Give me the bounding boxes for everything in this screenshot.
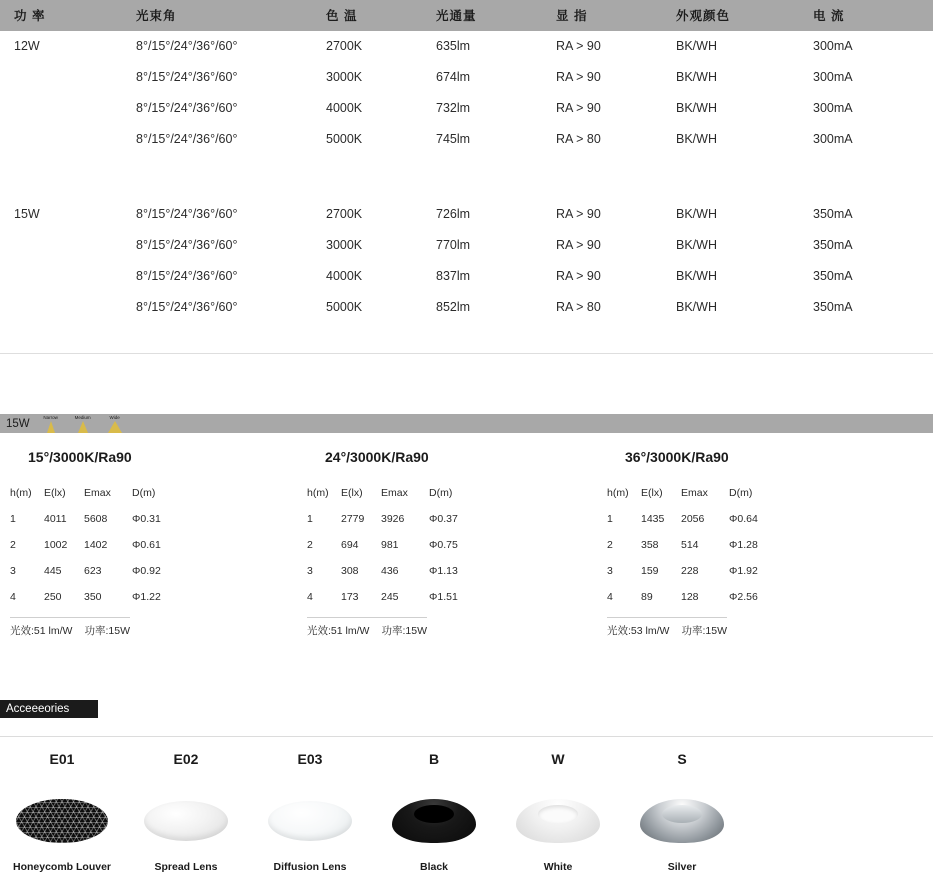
cell-color: BK/WH xyxy=(676,39,717,53)
ph-cell-height: 1 xyxy=(607,513,613,525)
table-row xyxy=(0,31,933,62)
beam-wide-icon xyxy=(102,415,128,433)
cell-flux: 745lm xyxy=(436,132,471,146)
ph-cell-emax: 3926 xyxy=(381,513,405,525)
cell-power xyxy=(0,261,122,292)
ph-header-height: h(m) xyxy=(10,487,32,499)
ph-header-elx: E(lx) xyxy=(44,487,66,499)
cell-cri: RA > 80 xyxy=(556,300,601,314)
ph-header-diameter: D(m) xyxy=(429,487,453,499)
ph-cell-height: 4 xyxy=(307,591,313,603)
ph-cell-emax: 514 xyxy=(681,539,699,551)
cell-current: 300mA xyxy=(813,70,853,84)
column-header-cri: 显 指 xyxy=(556,0,676,31)
cell-cri: RA > 80 xyxy=(556,132,601,146)
ph-header-diameter: D(m) xyxy=(729,487,753,499)
ph-cell-diameter: Φ0.64 xyxy=(729,513,758,525)
accessory-code: B xyxy=(428,751,440,767)
table-row xyxy=(0,62,933,93)
ph-cell-elx: 173 xyxy=(341,591,359,603)
cell-cct: 4000K xyxy=(326,269,363,283)
cell-current: 350mA xyxy=(813,269,853,283)
accessory-code: S xyxy=(677,751,687,767)
beam-wide-glyph xyxy=(108,421,122,433)
ph-cell-height: 2 xyxy=(307,539,313,551)
table-row xyxy=(607,513,785,539)
cell-power: 15W xyxy=(14,207,40,221)
column-header-beam: 光束角 xyxy=(122,0,326,31)
photometric-title: 15°/3000K/Ra90 xyxy=(28,449,132,465)
cell-current: 350mA xyxy=(813,207,853,221)
ph-cell-diameter: Φ1.13 xyxy=(429,565,458,577)
cell-cct: 3000K xyxy=(326,70,363,84)
photometric-header-row xyxy=(10,487,188,513)
column-header-color: 外观颜色 xyxy=(676,0,813,31)
beam-wide-label: Wide xyxy=(109,414,120,420)
ph-cell-elx: 358 xyxy=(641,539,659,551)
ph-cell-emax: 350 xyxy=(84,591,102,603)
white-reflector-icon xyxy=(496,795,620,847)
cell-color: BK/WH xyxy=(676,70,717,84)
black-reflector-icon xyxy=(372,795,496,847)
ph-cell-height: 3 xyxy=(307,565,313,577)
ph-cell-height: 3 xyxy=(607,565,613,577)
cell-flux: 674lm xyxy=(436,70,471,84)
ph-cell-emax: 228 xyxy=(681,565,699,577)
accessories-section-bar xyxy=(0,700,98,718)
ph-cell-diameter: Φ1.22 xyxy=(132,591,161,603)
photometric-header-row xyxy=(607,487,785,513)
silver-reflector-icon xyxy=(620,795,744,847)
photometrics-section-bar xyxy=(0,414,933,433)
table-row xyxy=(0,93,933,124)
accessory-code: E01 xyxy=(49,751,75,767)
ph-header-emax: Emax xyxy=(381,487,408,499)
ph-cell-emax: 2056 xyxy=(681,513,705,525)
cell-cct: 5000K xyxy=(326,300,363,314)
accessory-label: Spread Lens xyxy=(154,861,218,873)
table-row xyxy=(10,539,188,565)
ph-cell-emax: 128 xyxy=(681,591,699,603)
photometrics-wattage-label: 15W xyxy=(6,417,30,430)
accessory-item-b[interactable] xyxy=(372,751,496,873)
cell-cct: 5000K xyxy=(326,132,363,146)
table-group-spacer xyxy=(0,155,933,199)
table-row xyxy=(307,565,485,591)
cell-current: 300mA xyxy=(813,39,853,53)
ph-cell-diameter: Φ0.37 xyxy=(429,513,458,525)
ph-header-height: h(m) xyxy=(307,487,329,499)
column-header-power: 功 率 xyxy=(0,0,122,31)
photometrics-grid xyxy=(0,449,933,638)
cell-power xyxy=(0,292,122,323)
cell-current: 350mA xyxy=(813,238,853,252)
honeycomb-louver-icon xyxy=(0,795,124,847)
table-bottom-divider xyxy=(0,323,933,354)
ph-cell-elx: 445 xyxy=(44,565,62,577)
efficacy-value: 光效:53 lm/W xyxy=(607,625,670,637)
ph-cell-emax: 981 xyxy=(381,539,399,551)
ph-cell-emax: 5608 xyxy=(84,513,108,525)
ph-cell-elx: 308 xyxy=(341,565,359,577)
cell-power xyxy=(0,62,122,93)
ph-cell-height: 4 xyxy=(607,591,613,603)
table-row xyxy=(307,513,485,539)
cell-cct: 3000K xyxy=(326,238,363,252)
ph-cell-elx: 159 xyxy=(641,565,659,577)
table-row xyxy=(607,591,785,617)
accessory-code: E03 xyxy=(297,751,323,767)
cell-beam: 8°/15°/24°/36°/60° xyxy=(136,269,238,283)
ph-cell-emax: 436 xyxy=(381,565,399,577)
accessory-label: Black xyxy=(419,861,449,873)
table-row xyxy=(307,591,485,617)
ph-header-height: h(m) xyxy=(607,487,629,499)
photometric-block-36deg xyxy=(600,449,900,638)
cell-cri: RA > 90 xyxy=(556,101,601,115)
ph-cell-emax: 623 xyxy=(84,565,102,577)
cell-cri: RA > 90 xyxy=(556,207,601,221)
cell-cri: RA > 90 xyxy=(556,70,601,84)
accessories-title: Acceeeories xyxy=(6,703,70,715)
accessory-code: E02 xyxy=(173,751,199,767)
ph-cell-elx: 694 xyxy=(341,539,359,551)
beam-medium-label: Medium xyxy=(74,414,91,420)
accessory-code: W xyxy=(551,751,565,767)
table-row xyxy=(0,199,933,230)
cell-power xyxy=(0,93,122,124)
photometric-title: 24°/3000K/Ra90 xyxy=(325,449,429,465)
accessory-label: Honeycomb Louver xyxy=(12,861,112,873)
cell-color: BK/WH xyxy=(676,238,717,252)
ph-header-emax: Emax xyxy=(84,487,111,499)
ph-cell-emax: 1402 xyxy=(84,539,108,551)
table-row xyxy=(307,539,485,565)
ph-cell-elx: 4011 xyxy=(44,513,67,525)
ph-cell-height: 1 xyxy=(307,513,313,525)
ph-cell-diameter: Φ1.92 xyxy=(729,565,758,577)
photometric-header-row xyxy=(307,487,485,513)
beam-medium-glyph xyxy=(78,421,88,433)
power-value: 功率:15W xyxy=(84,625,130,637)
accessory-label: White xyxy=(543,861,573,873)
cell-flux: 770lm xyxy=(436,238,471,252)
power-value: 功率:15W xyxy=(681,625,727,637)
efficacy-value: 光效:51 lm/W xyxy=(10,625,73,637)
table-row xyxy=(0,292,933,323)
cell-cri: RA > 90 xyxy=(556,269,601,283)
accessory-label: Silver xyxy=(667,861,697,873)
photometric-footer xyxy=(607,617,727,638)
table-row xyxy=(10,565,188,591)
photometric-table xyxy=(607,487,785,617)
power-value: 功率:15W xyxy=(381,625,427,637)
ph-cell-height: 1 xyxy=(10,513,16,525)
ph-header-elx: E(lx) xyxy=(641,487,663,499)
ph-cell-elx: 1435 xyxy=(641,513,665,525)
cell-beam: 8°/15°/24°/36°/60° xyxy=(136,132,238,146)
cell-beam: 8°/15°/24°/36°/60° xyxy=(136,70,238,84)
ph-cell-height: 4 xyxy=(10,591,16,603)
cell-flux: 635lm xyxy=(436,39,471,53)
cell-flux: 726lm xyxy=(436,207,471,221)
ph-cell-diameter: Φ1.51 xyxy=(429,591,458,603)
ph-cell-diameter: Φ0.31 xyxy=(132,513,161,525)
cell-power xyxy=(0,124,122,155)
cell-cct: 4000K xyxy=(326,101,363,115)
cell-flux: 852lm xyxy=(436,300,471,314)
cell-color: BK/WH xyxy=(676,300,717,314)
diffusion-lens-icon xyxy=(248,795,372,847)
column-header-cct: 色 温 xyxy=(326,0,436,31)
cell-color: BK/WH xyxy=(676,269,717,283)
divider-cell xyxy=(0,323,933,354)
cell-flux: 732lm xyxy=(436,101,471,115)
column-header-flux: 光通量 xyxy=(436,0,556,31)
accessory-item-e02[interactable] xyxy=(124,751,248,873)
cell-beam: 8°/15°/24°/36°/60° xyxy=(136,300,238,314)
ph-cell-elx: 1002 xyxy=(44,539,68,551)
cell-cct: 2700K xyxy=(326,207,363,221)
ph-cell-elx: 250 xyxy=(44,591,62,603)
photometric-block-24deg xyxy=(300,449,600,638)
cell-color: BK/WH xyxy=(676,132,717,146)
cell-color: BK/WH xyxy=(676,101,717,115)
ph-header-elx: E(lx) xyxy=(341,487,363,499)
ph-cell-emax: 245 xyxy=(381,591,399,603)
table-row xyxy=(0,230,933,261)
ph-cell-height: 2 xyxy=(607,539,613,551)
ph-cell-height: 3 xyxy=(10,565,16,577)
ph-cell-diameter: Φ2.56 xyxy=(729,591,758,603)
beam-angle-icon-group xyxy=(38,415,128,433)
cell-power: 12W xyxy=(14,39,40,53)
cell-flux: 837lm xyxy=(436,269,471,283)
cell-beam: 8°/15°/24°/36°/60° xyxy=(136,101,238,115)
accessory-item-w[interactable] xyxy=(496,751,620,873)
accessory-item-s[interactable] xyxy=(620,751,744,873)
table-row xyxy=(0,261,933,292)
beam-medium-icon xyxy=(70,415,96,433)
cell-cri: RA > 90 xyxy=(556,39,601,53)
accessories-divider xyxy=(0,736,933,737)
cell-color: BK/WH xyxy=(676,207,717,221)
photometric-table xyxy=(10,487,188,617)
accessories-grid xyxy=(0,751,933,873)
beam-narrow-glyph xyxy=(47,421,55,433)
accessory-item-e01[interactable] xyxy=(0,751,124,873)
table-row xyxy=(10,513,188,539)
accessory-label: Diffusion Lens xyxy=(273,861,347,873)
cell-current: 300mA xyxy=(813,101,853,115)
table-row xyxy=(607,539,785,565)
photometric-footer xyxy=(10,617,130,638)
photometric-table xyxy=(307,487,485,617)
ph-cell-diameter: Φ0.61 xyxy=(132,539,161,551)
table-row xyxy=(0,124,933,155)
ph-cell-elx: 89 xyxy=(641,591,653,603)
beam-narrow-label: Narrow xyxy=(43,414,58,420)
spacer-cell xyxy=(0,155,933,199)
ph-cell-height: 2 xyxy=(10,539,16,551)
accessory-item-e03[interactable] xyxy=(248,751,372,873)
ph-cell-diameter: Φ0.92 xyxy=(132,565,161,577)
ph-cell-elx: 2779 xyxy=(341,513,365,525)
ph-header-emax: Emax xyxy=(681,487,708,499)
cell-beam: 8°/15°/24°/36°/60° xyxy=(136,39,238,53)
ph-cell-diameter: Φ1.28 xyxy=(729,539,758,551)
cell-cri: RA > 90 xyxy=(556,238,601,252)
cell-current: 350mA xyxy=(813,300,853,314)
efficacy-value: 光效:51 lm/W xyxy=(307,625,370,637)
cell-power xyxy=(0,230,122,261)
spread-lens-icon xyxy=(124,795,248,847)
photometric-block-15deg xyxy=(0,449,300,638)
specification-table xyxy=(0,0,933,354)
photometric-title: 36°/3000K/Ra90 xyxy=(625,449,729,465)
cell-beam: 8°/15°/24°/36°/60° xyxy=(136,207,238,221)
cell-beam: 8°/15°/24°/36°/60° xyxy=(136,238,238,252)
cell-current: 300mA xyxy=(813,132,853,146)
table-row xyxy=(607,565,785,591)
spec-table-header-row xyxy=(0,0,933,31)
photometric-footer xyxy=(307,617,427,638)
ph-cell-diameter: Φ0.75 xyxy=(429,539,458,551)
beam-narrow-icon xyxy=(38,415,64,433)
cell-cct: 2700K xyxy=(326,39,363,53)
column-header-current: 电 流 xyxy=(813,0,933,31)
table-row xyxy=(10,591,188,617)
ph-header-diameter: D(m) xyxy=(132,487,156,499)
